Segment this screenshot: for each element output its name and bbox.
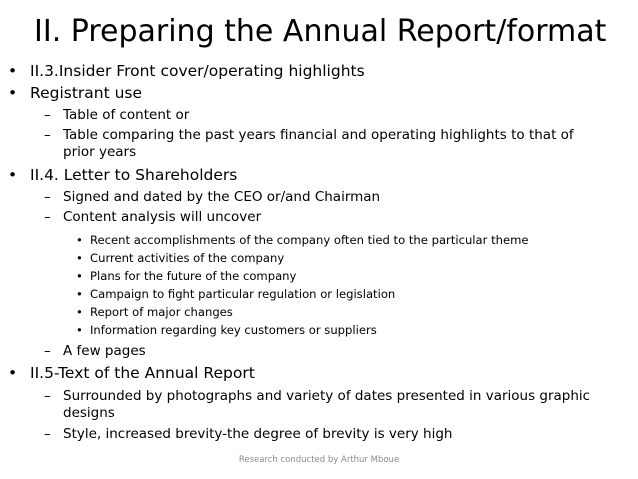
dash-marker: – — [44, 426, 51, 442]
dash-marker: – — [44, 189, 51, 205]
bullet-marker: • — [76, 305, 83, 319]
sub-bullet-text: Signed and dated by the CEO or/and Chairman — [63, 189, 381, 205]
bullet-marker: • — [76, 233, 83, 247]
sub-sub-bullet-text: Campaign to fight particular regulation or legislation — [90, 287, 396, 301]
bullet-marker: • — [8, 84, 18, 102]
sub-bullet-text: A few pages — [63, 343, 146, 359]
footer-credit: Research conducted by Arthur Mboue — [238, 455, 400, 465]
sub-sub-bullet-text: Information regarding key customers or suppliers — [90, 323, 377, 337]
dash-marker: – — [44, 343, 51, 359]
sub-bullet-text: Content analysis will uncover — [63, 209, 262, 225]
bullet-text: II.3.Insider Front cover/operating highlights — [30, 62, 365, 80]
sub-bullet-continuation: prior years — [63, 144, 137, 160]
sub-bullet-text: Style, increased brevity-the degree of brevity is very high — [63, 426, 453, 442]
sub-bullet-text: Table comparing the past years financial and operating highlights to that of — [63, 127, 574, 143]
bullet-marker: • — [76, 323, 83, 337]
sub-sub-bullet-text: Current activities of the company — [90, 251, 285, 265]
sub-bullet-continuation: designs — [63, 405, 115, 421]
bullet-text: II.4. Letter to Shareholders — [30, 166, 238, 184]
dash-marker: – — [44, 209, 51, 225]
sub-bullet-text: Table of content or — [63, 107, 190, 123]
sub-sub-bullet-text: Recent accomplishments of the company often tied to the particular theme — [90, 233, 529, 247]
dash-marker: – — [44, 388, 51, 404]
bullet-marker: • — [76, 287, 83, 301]
dash-marker: – — [44, 127, 51, 143]
slide-title: II. Preparing the Annual Report/format — [34, 14, 607, 49]
sub-sub-bullet-text: Report of major changes — [90, 305, 233, 319]
bullet-marker: • — [8, 62, 18, 80]
dash-marker: – — [44, 107, 51, 123]
bullet-marker: • — [76, 269, 83, 283]
bullet-marker: • — [8, 364, 18, 382]
sub-bullet-text: Surrounded by photographs and variety of dates presented in various graphic — [63, 388, 591, 404]
bullet-text: II.5-Text of the Annual Report — [30, 364, 255, 382]
sub-sub-bullet-text: Plans for the future of the company — [90, 269, 297, 283]
bullet-marker: • — [8, 166, 18, 184]
bullet-marker: • — [76, 251, 83, 265]
bullet-text: Registrant use — [30, 84, 143, 102]
